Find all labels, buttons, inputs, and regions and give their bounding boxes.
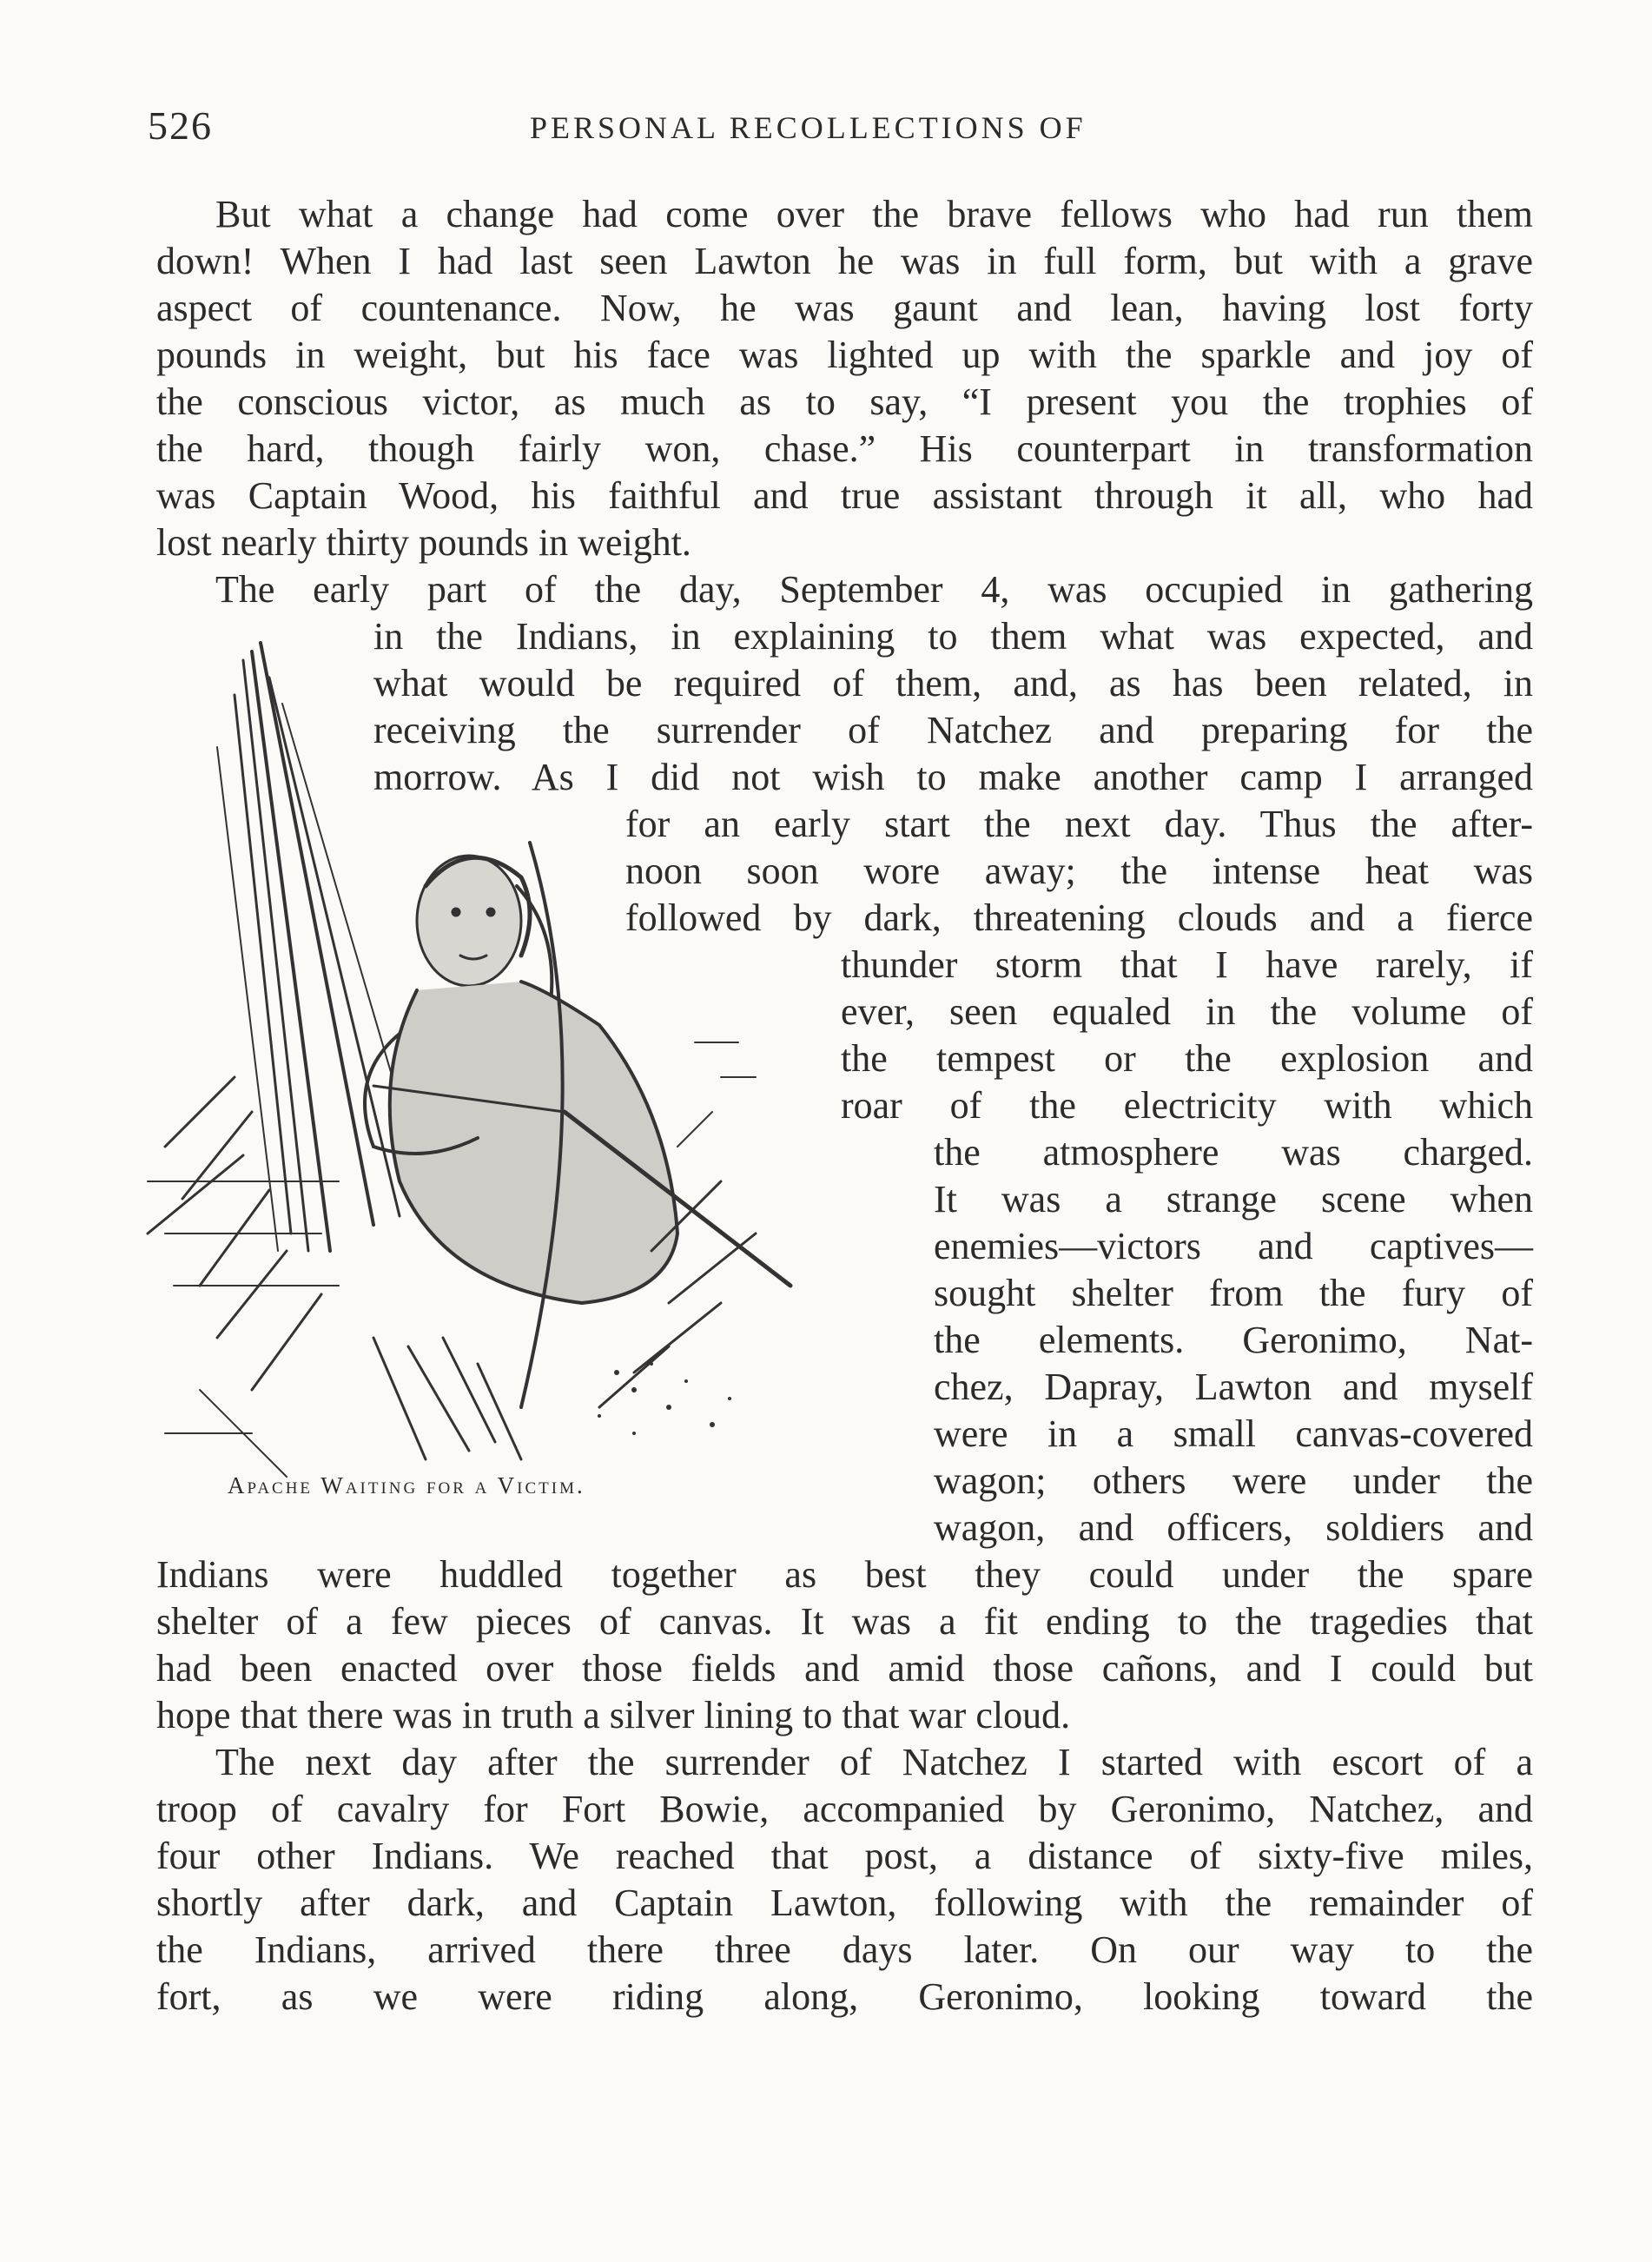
text-line: what would be required of them, and, as has been related, in [373, 662, 1533, 704]
text-line: noon soon wore away; the intense heat was [625, 850, 1533, 892]
text-line: The early part of the day, September 4, was occupied in gathering [215, 568, 1533, 611]
text-line: the tempest or the explosion and [841, 1037, 1533, 1080]
text-line: But what a change had come over the brave fellows who had run them [215, 193, 1533, 235]
text-line: wagon, and officers, soldiers and [934, 1506, 1533, 1549]
text-line: was Captain Wood, his faithful and true assistant through it all, who had [156, 474, 1533, 517]
illustration-caption: Apache Waiting for a Victim. [228, 1472, 585, 1498]
text-line: roar of the electricity with which [841, 1084, 1533, 1127]
text-line: for an early start the next day. Thus the after- [625, 803, 1533, 845]
text-line: chez, Dapray, Lawton and myself [934, 1366, 1533, 1408]
text-line: enemies—victors and captives— [934, 1225, 1533, 1267]
text-line: shelter of a few pieces of canvas. It was a fit ending to the tragedies that [156, 1600, 1533, 1643]
text-line: ever, seen equaled in the volume of [841, 990, 1533, 1033]
text-line: Indians were huddled together as best they could under the spare [156, 1553, 1533, 1596]
text-line: receiving the surrender of Natchez and preparing for the [373, 709, 1533, 751]
text-line: It was a strange scene when [934, 1178, 1533, 1220]
text-line: had been enacted over those fields and amid those cañons, and I could but [156, 1647, 1533, 1690]
text-line: aspect of countenance. Now, he was gaunt and lean, having lost forty [156, 287, 1533, 329]
text-line: the atmosphere was charged. [934, 1131, 1533, 1174]
text-line: The next day after the surrender of Natchez I started with escort of a [215, 1741, 1533, 1783]
text-line: were in a small canvas-covered [934, 1412, 1533, 1455]
text-line: the hard, though fairly won, chase.” His counterpart in transformation [156, 427, 1533, 470]
text-line: morrow. As I did not wish to make another camp I arranged [373, 756, 1533, 798]
text-line: sought shelter from the fury of [934, 1272, 1533, 1314]
text-line: shortly after dark, and Captain Lawton, following with the remainder of [156, 1882, 1533, 1924]
text-line: troop of cavalry for Fort Bowie, accompanied by Geronimo, Natchez, and [156, 1788, 1533, 1830]
apache-illustration [113, 625, 895, 1485]
text-line: wagon; others were under the [934, 1459, 1533, 1502]
text-line: the elements. Geronimo, Nat- [934, 1319, 1533, 1361]
running-title: PERSONAL RECOLLECTIONS OF [530, 110, 1087, 145]
page-header [148, 103, 1537, 155]
text-line: in the Indians, in explaining to them what was expected, and [373, 615, 1533, 658]
text-line: pounds in weight, but his face was lighted up with the sparkle and joy of [156, 334, 1533, 376]
text-line: the conscious victor, as much as to say, “I present you the trophies of [156, 380, 1533, 423]
text-line: thunder storm that I have rarely, if [841, 943, 1533, 986]
text-line: the Indians, arrived there three days later. On our way to the [156, 1928, 1533, 1971]
text-line: four other Indians. We reached that post, a distance of sixty-five miles, [156, 1835, 1533, 1877]
text-line: down! When I had last seen Lawton he was in full form, but with a grave [156, 240, 1533, 282]
text-line: followed by dark, threatening clouds and a fierce [625, 896, 1533, 939]
text-line: hope that there was in truth a silver lining to that war cloud. [156, 1694, 1071, 1736]
page-number: 526 [148, 103, 213, 148]
text-line: fort, as we were riding along, Geronimo, looking toward the [156, 1975, 1533, 2018]
text-line: lost nearly thirty pounds in weight. [156, 521, 691, 564]
